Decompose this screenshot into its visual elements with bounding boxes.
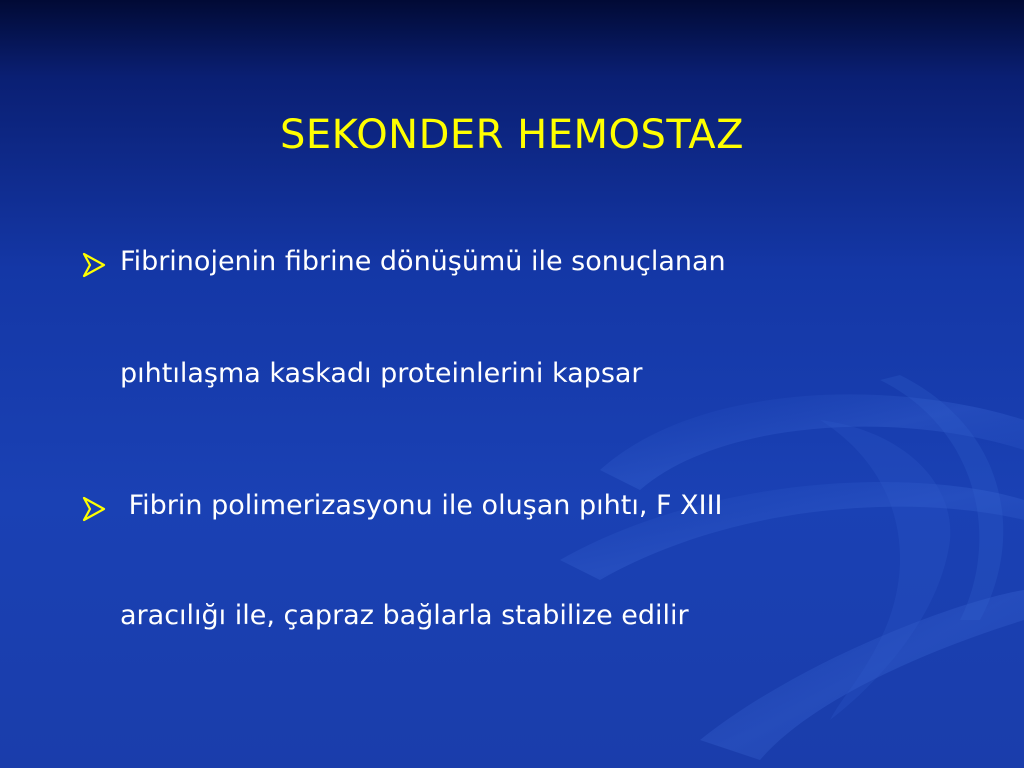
bullet-1-line-1: Fibrinojenin fibrine dönüşümü ile sonuçlanan	[120, 246, 726, 277]
slide-title: SEKONDER HEMOSTAZ	[279, 112, 745, 158]
arrow-bullet-icon	[82, 496, 106, 522]
arrow-bullet-icon	[82, 252, 106, 278]
bullet-1-line-2: pıhtılaşma kaskadı proteinlerini kapsar	[120, 358, 643, 389]
bullet-2-line-2: aracılığı ile, çapraz bağlarla stabilize edilir	[120, 600, 689, 631]
bullet-2-line-1: Fibrin polimerizasyonu ile oluşan pıhtı, F XIII	[120, 490, 723, 521]
